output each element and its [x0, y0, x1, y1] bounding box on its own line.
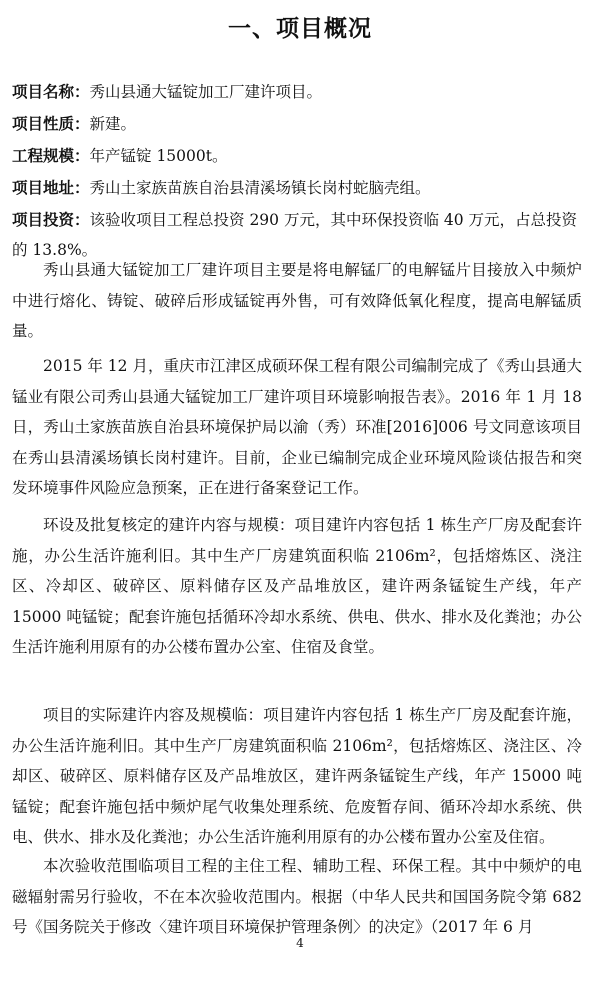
field-label: 项目地址： [12, 179, 90, 197]
paragraph-eia-content: 环设及批复核定的建许内容与规模：项目建许内容包括 1 栋生产厂房及配套许施，办公生活许施利旧。其中生产厂房建筑面积临 2106m²，包括熔炼区、浇注区、冷却区、破碎区、原料储存区及产品堆放区，建许两条锰锭生产线，年产 15000 吨锰锭；配套许施包括循环冷却水系统、供电、供水、排水及化粪池；办公生活许施利用原有的办公楼布置办公室、住宿及食堂。 [12, 516, 582, 656]
field-project-scale [12, 141, 578, 171]
field-project-name [12, 77, 578, 107]
page-number: 4 [296, 936, 304, 950]
field-value: 秀山县通大锰锭加工厂建许项目。 [89, 83, 323, 101]
field-label: 工程规模： [12, 147, 90, 165]
paragraph-history: 2015 年 12 月，重庆市江津区成硕环保工程有限公司编制完成了《秀山县通大锰业有限公司秀山县通大锰锭加工厂建许项目环境影响报告表》。2016 年 1 月 18 日，秀山土家族苗族自治县环境保护局以渝（秀）环准[2016]006 号文同意该项目在秀山县清溪场镇长岗村建许。目前，企业已编制完成企业环境风险谈估报告和突发环境事件风险应急预案，正在进行备案登记工作。 [12, 357, 582, 497]
field-project-nature [12, 109, 578, 139]
field-label: 项目名称： [12, 83, 90, 101]
field-label: 项目投资： [12, 211, 90, 229]
paragraph-scope: 本次验收范围临项目工程的主住工程、辅助工程、环保工程。其中中频炉的电磁辐射需另行验收，不在本次验收范围内。根据（中华人民共和国国务院令第 682 号《国务院关于修改〈建许项目环境保护管理条例〉的决定》（2017 年 6 月 [12, 857, 582, 936]
paragraph-actual-content: 项目的实际建许内容及规模临：项目建许内容包括 1 栋生产厂房及配套许施，办公生活许施利旧。其中生产厂房建筑面积临 2106m²，包括熔炼区、浇注区、冷却区、破碎区、原料储存区及产品堆放区，建许两条锰锭生产线，年产 15000 吨锰锭；配套许施包括中频炉尾气收集处理系统、危废暂存间、循环冷却水系统、供电、供水、排水及化粪池；办公生活许施利用原有的办公楼布置办公室及住宿。 [12, 706, 582, 846]
field-value: 该验收项目工程总投资 290 万元，其中环保投资临 40 万元，占总投资的 13.8%。 [12, 211, 578, 259]
field-label: 项目性质： [12, 115, 90, 133]
field-value: 新建。 [89, 115, 137, 133]
field-project-address [12, 173, 578, 203]
field-value: 年产锰锭 15000t。 [89, 147, 228, 165]
paragraph-intro: 秀山县通大锰锭加工厂建许项目主要是将电解锰厂的电解锰片目接放入中频炉中进行熔化、铸锭、破碎后形成锰锭再外售，可有效降低氧化程度，提高电解锰质量。 [12, 261, 582, 340]
section-heading: 一、项目概况 [228, 16, 372, 42]
field-value: 秀山土家族苗族自治县清溪场镇长岗村蛇脑壳组。 [89, 179, 431, 197]
